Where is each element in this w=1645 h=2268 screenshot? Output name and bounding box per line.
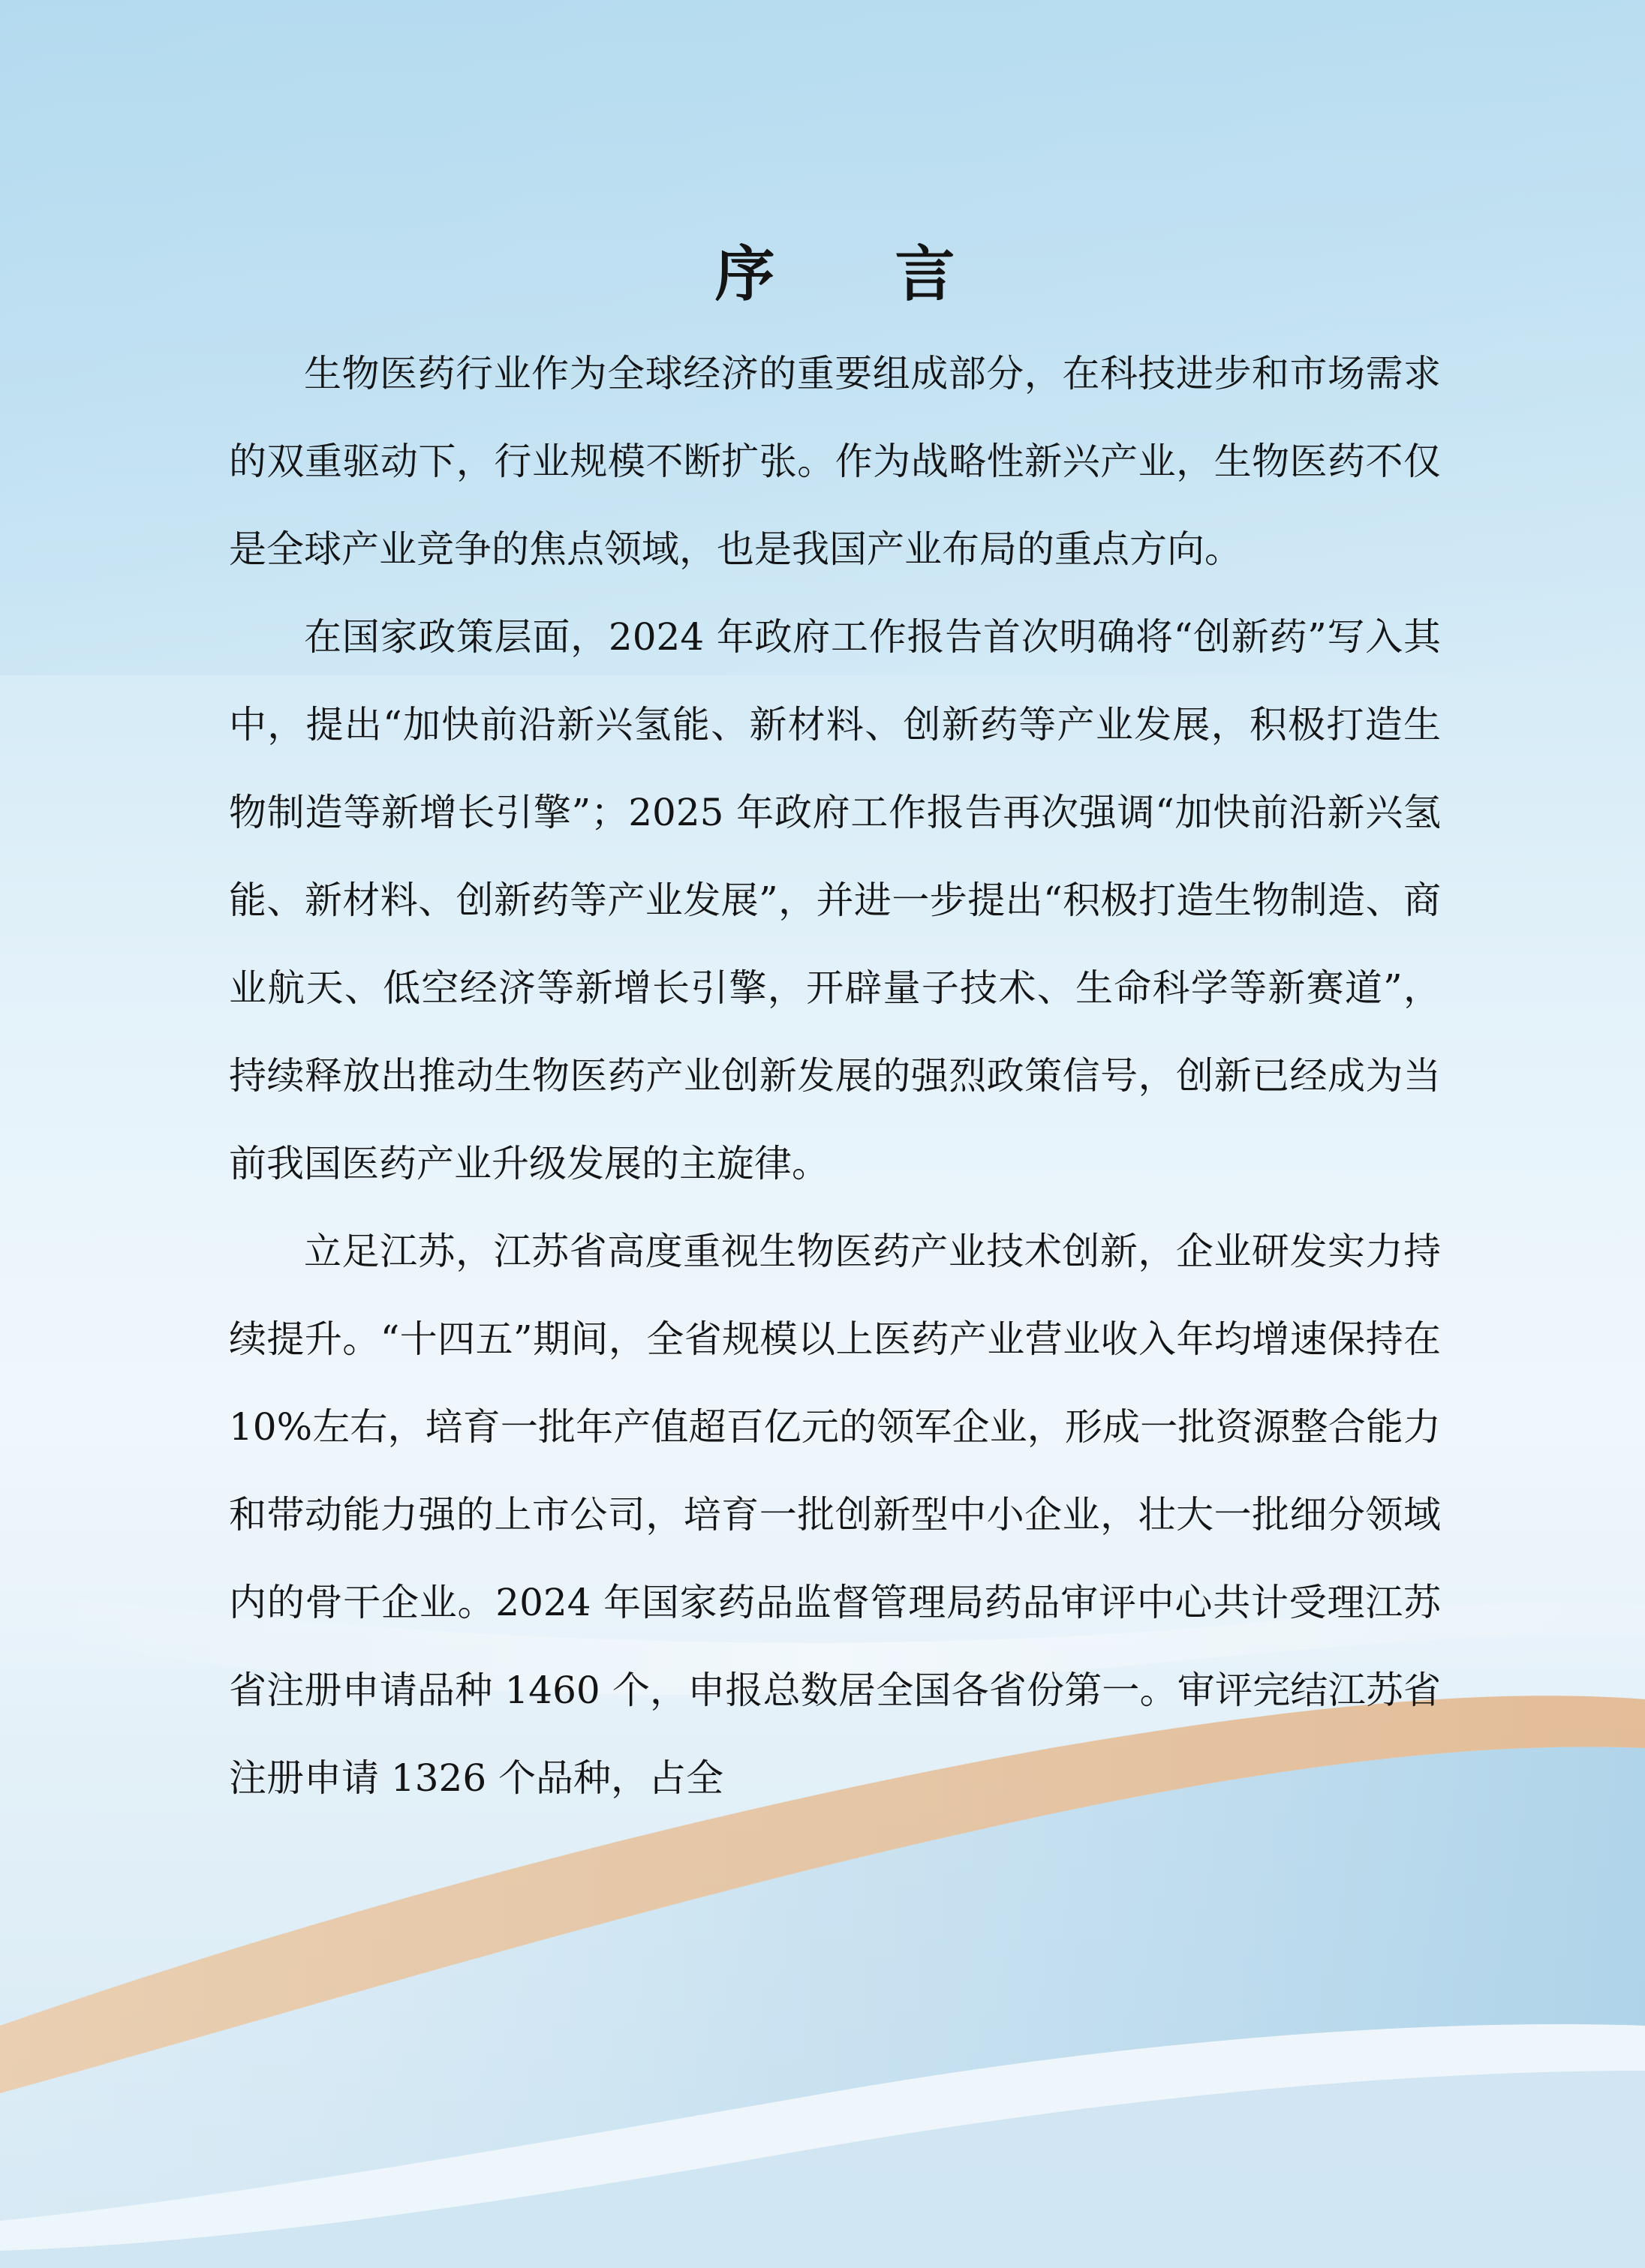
- paragraph-1: 生物医药行业作为全球经济的重要组成部分，在科技进步和市场需求的双重驱动下，行业规模不断扩张。作为战略性新兴产业，生物医药不仅是全球产业竞争的焦点领域，也是我国产业布局的重点方向。: [229, 352, 1441, 571]
- paragraph-3: 立足江苏，江苏省高度重视生物医药产业技术创新，企业研发实力持续提升。“十四五”期间，全省规模以上医药产业营业收入年均增速保持在 10%左右，培育一批年产值超百亿元的领军企业，形成一批资源整合能力和带动能力强的上市公司，培育一批创新型中小企业，壮大一批细分领域内的骨干企业。2024 年国家药品监督管理局药品审评中心共计受理江苏省注册申请品种 1460 个，申报总数居全国各省份第一。审评完结江苏省注册申请 1326 个品种，占全: [229, 1230, 1441, 1800]
- preface-content: [229, 225, 1441, 1822]
- page-title: 序 言: [714, 239, 985, 309]
- paragraph-2: 在国家政策层面，2024 年政府工作报告首次明确将“创新药”写入其中，提出“加快前沿新兴氢能、新材料、创新药等产业发展，积极打造生物制造等新增长引擎”；2025 年政府工作报告再次强调“加快前沿新兴氢能、新材料、创新药等产业发展”，并进一步提出“积极打造生物制造、商业航天、低空经济等新增长引擎，开辟量子技术、生命科学等新赛道”，持续释放出推动生物医药产业创新发展的强烈政策信号，创新已经成为当前我国医药产业升级发展的主旋律。: [229, 615, 1441, 1185]
